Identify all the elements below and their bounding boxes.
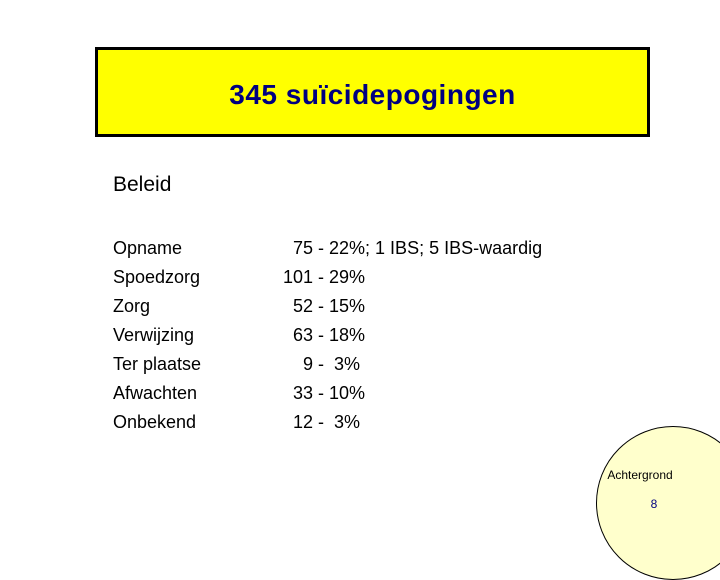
row-value: 12 - 3%: [283, 412, 361, 432]
section-heading: Beleid: [113, 173, 172, 196]
row-label: Zorg: [113, 296, 151, 316]
list-item: [113, 379, 633, 408]
list-item: [113, 408, 633, 437]
row-label: Afwachten: [113, 383, 198, 403]
row-label: Verwijzing: [113, 325, 195, 345]
row-label: Onbekend: [113, 412, 197, 432]
page-number: 8: [650, 497, 658, 511]
data-list: [113, 234, 633, 437]
row-value: 33 - 10%: [283, 383, 366, 403]
slide-title: 345 suïcidepogingen: [229, 79, 516, 110]
row-value: 52 - 15%: [283, 296, 366, 316]
row-value: 63 - 18%: [283, 325, 366, 345]
row-label: Ter plaatse: [113, 354, 202, 374]
row-label: Opname: [113, 238, 183, 258]
row-value: 75 - 22%; 1 IBS; 5 IBS-waardig: [283, 238, 543, 258]
row-label: Spoedzorg: [113, 267, 201, 287]
list-item: [113, 350, 633, 379]
title-box: [95, 47, 650, 137]
list-item: [113, 292, 633, 321]
row-value: 9 - 3%: [283, 354, 361, 374]
list-item: [113, 321, 633, 350]
background-link-label[interactable]: Achtergrond: [607, 468, 673, 482]
row-value: 101 - 29%: [283, 267, 366, 287]
list-item: [113, 234, 633, 263]
list-item: [113, 263, 633, 292]
